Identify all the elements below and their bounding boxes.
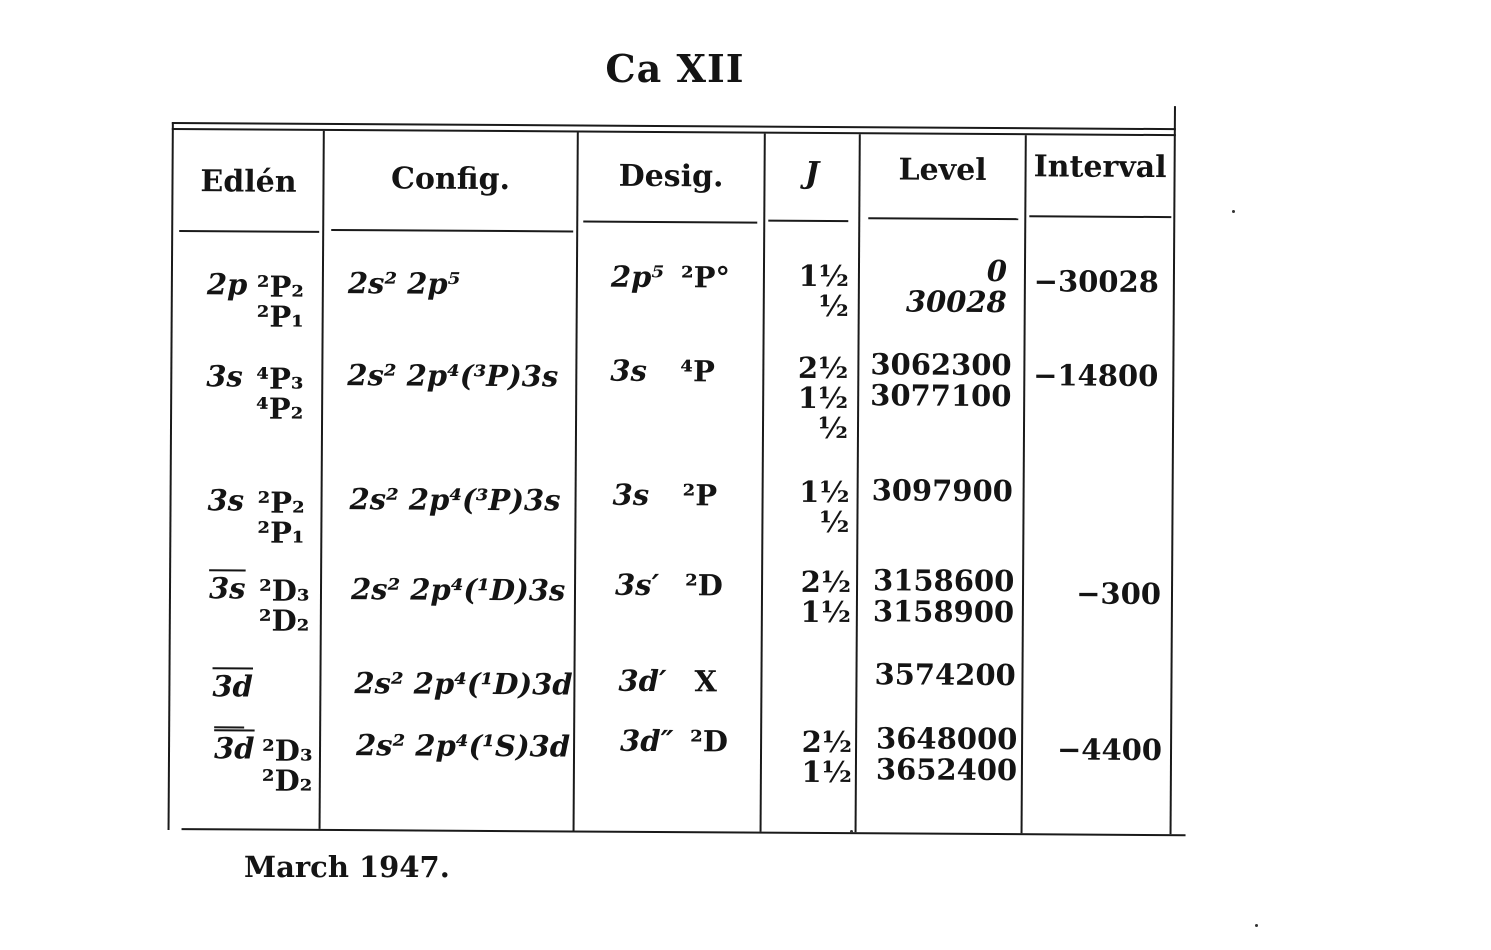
speck xyxy=(1232,210,1235,213)
j-value: 2½ xyxy=(801,724,853,760)
header-rule-config xyxy=(331,229,573,232)
header-config: Config. xyxy=(390,161,511,198)
edlen-term: ²D₂ xyxy=(258,603,310,638)
col-divider-5 xyxy=(1021,135,1027,833)
j-value: 1½ xyxy=(799,474,850,510)
double-bar-mark xyxy=(214,726,244,728)
header-j: J xyxy=(804,155,820,191)
edlen-main: 3d xyxy=(213,731,255,766)
header-rule-level xyxy=(868,217,1018,220)
edlen-term: ⁴P₂ xyxy=(256,391,304,426)
config-cell: 2s² 2p⁴(¹D)3s xyxy=(350,572,566,608)
edlen-main: 3s xyxy=(206,359,243,394)
level-value: 3158900 xyxy=(872,594,1015,630)
config-cell: 2s² 2p⁴(¹D)3d xyxy=(354,666,573,702)
col-divider-3 xyxy=(760,134,766,832)
level-value: 0 xyxy=(986,253,1008,289)
col-divider-2 xyxy=(573,132,579,830)
desig-config: 2p⁵ xyxy=(610,259,665,295)
j-value: 1½ xyxy=(797,380,849,416)
desig-term: ²D xyxy=(689,724,729,759)
j-value: 2½ xyxy=(797,350,849,386)
header-rule-desig xyxy=(583,221,757,224)
config-cell: 2s² 2p⁵ xyxy=(347,266,461,301)
speck xyxy=(850,830,853,833)
level-value: 3097900 xyxy=(871,473,1013,509)
edlen-main: 2p xyxy=(206,267,248,302)
header-interval: Interval xyxy=(1033,149,1167,186)
desig-term: ²P xyxy=(682,478,718,513)
level-value: 3158600 xyxy=(872,563,1015,599)
left-border xyxy=(168,122,174,830)
page-title: Ca XII xyxy=(605,46,745,91)
desig-term: X xyxy=(694,664,718,699)
desig-config: 3s′ xyxy=(614,567,660,602)
desig-config: 3s xyxy=(610,353,647,388)
edlen-term: ²D₂ xyxy=(261,763,313,798)
desig-term: ⁴P xyxy=(680,354,715,389)
edlen-main: 3s xyxy=(208,571,246,606)
level-value: 3574200 xyxy=(874,657,1016,693)
edlen-main: 3d xyxy=(212,669,253,704)
j-value: 1½ xyxy=(800,594,851,630)
interval-value: −4400 xyxy=(1056,732,1163,768)
j-value: ½ xyxy=(819,504,850,540)
edlen-term: ⁴P₃ xyxy=(256,361,304,396)
speck xyxy=(1255,924,1258,927)
header-rule-interval xyxy=(1029,215,1171,218)
level-value: 30028 xyxy=(905,284,1007,320)
config-cell: 2s² 2p⁴(¹S)3d xyxy=(355,728,571,764)
col-divider-1 xyxy=(319,131,325,829)
footer-date: March 1947. xyxy=(244,850,450,884)
config-cell: 2s² 2p⁴(³P)3s xyxy=(347,358,559,394)
level-value: 3652400 xyxy=(875,752,1018,788)
edlen-term: ²P₁ xyxy=(257,515,305,550)
edlen-term: ²D₃ xyxy=(258,573,310,608)
header-desig: Desig. xyxy=(618,158,724,195)
edlen-term: ²D₃ xyxy=(261,733,313,768)
desig-config: 3s xyxy=(612,477,650,512)
interval-value: −300 xyxy=(1076,576,1162,612)
interval-value: −14800 xyxy=(1033,358,1159,394)
desig-config: 3d″ xyxy=(619,723,674,759)
desig-term: ²D xyxy=(684,568,724,603)
level-value: 3077100 xyxy=(870,378,1012,414)
desig-term: ²P° xyxy=(680,260,731,295)
j-value: 1½ xyxy=(801,754,853,790)
header-rule-edlen xyxy=(179,230,319,233)
j-value: ½ xyxy=(817,410,849,446)
desig-config: 3d′ xyxy=(618,663,667,699)
interval-value: −30028 xyxy=(1033,264,1160,300)
edlen-term: ²P₁ xyxy=(256,299,305,334)
j-value: ½ xyxy=(818,288,849,324)
config-cell: 2s² 2p⁴(³P)3s xyxy=(349,482,561,518)
edlen-main: 3s xyxy=(207,483,245,518)
header-level: Level xyxy=(898,152,987,188)
header-edlen: Edlén xyxy=(200,164,297,200)
j-value: 1½ xyxy=(798,258,850,294)
header-rule-j xyxy=(768,220,848,222)
edlen-term: ²P₂ xyxy=(257,485,305,520)
level-value: 3648000 xyxy=(876,721,1018,757)
j-value: 2½ xyxy=(800,564,852,600)
edlen-term: ²P₂ xyxy=(256,269,305,304)
edlen-cell xyxy=(207,268,248,300)
level-value: 3062300 xyxy=(870,347,1012,383)
col-divider-4 xyxy=(855,134,861,832)
bottom-rule xyxy=(182,828,1186,836)
energy-level-table xyxy=(168,100,1190,840)
